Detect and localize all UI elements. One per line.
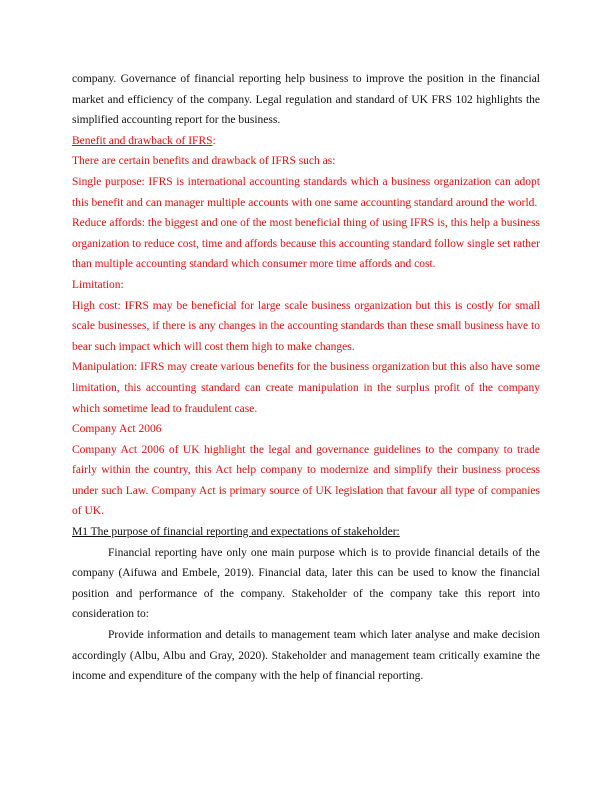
section-heading-ifrs — [72, 131, 540, 152]
heading-ifrs-colon: : — [212, 134, 216, 147]
section-heading-m1: M1 The purpose of financial reporting and expectations of stakeholder: — [72, 526, 400, 539]
paragraph-reduce-affords: Reduce affords: the biggest and one of the most beneficial thing of using IFRS is, this help a business organization to reduce cost, time and affords because this accounting standard follow single set rather than multiple accounting standard which consumer more time affords and cost. — [72, 217, 540, 271]
paragraph-governance: company. Governance of financial reporting help business to improve the position in the financial market and efficiency of the company. Legal regulation and standard of UK FRS 102 highlights the simplified accounting report for the business. — [72, 73, 540, 127]
paragraph-single-purpose: Single purpose: IFRS is international accounting standards which a business organization can adopt this benefit and can manager multiple accounts with one same accounting standard around the world. — [72, 175, 540, 209]
paragraph-m1-provide-info: Provide information and details to management team which later analyse and make decision accordingly (Albu, Albu and Gray, 2020). Stakeholder and management team critically examine the income and expenditure of the company with the help of financial reporting. — [72, 629, 540, 683]
paragraph-manipulation: Manipulation: IFRS may create various benefits for the business organization but this also have some limitation, this accounting standard can create manipulation in the surplus profit of the company which sometime lead to fraudulent case. — [72, 361, 540, 415]
heading-company-act: Company Act 2006 — [72, 423, 162, 436]
paragraph-company-act: Company Act 2006 of UK highlight the legal and governance guidelines to the company to trade fairly within the country, this Act help company to modernize and simplify their business process under such Law. Company Act is primary source of UK legislation that favour all type of companies of UK. — [72, 443, 540, 518]
label-limitation: Limitation: — [72, 278, 124, 291]
heading-ifrs-text: Benefit and drawback of IFRS — [72, 134, 213, 147]
paragraph-high-cost: High cost: IFRS may be beneficial for large scale business organization but this is costly for small scale businesses, if there is any changes in the accounting standards than these small business have to bear such impact which will cost them high to make changes. — [72, 299, 540, 353]
paragraph-m1-purpose: Financial reporting have only one main purpose which is to provide financial details of the company (Aifuwa and Embele, 2019). Financial data, later this can be used to know the financial position and performance of the company. Stakeholder of the company take this report into consideration to: — [72, 546, 540, 621]
paragraph-ifrs-intro: There are certain benefits and drawback of IFRS such as: — [72, 155, 336, 168]
page-body — [72, 69, 540, 687]
